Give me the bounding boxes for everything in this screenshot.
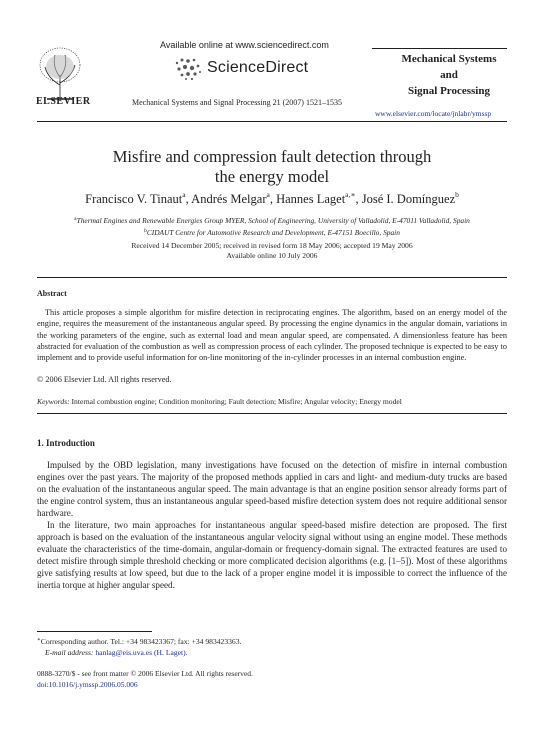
publisher-name: ELSEVIER [36,96,91,107]
email-link[interactable]: hanlag@eis.uva.es (H. Laget). [95,648,188,657]
footnote-rule [37,631,152,632]
section-heading-introduction: 1. Introduction [37,438,95,448]
received-dates: Received 14 December 2005; received in revised form 18 May 2006; accepted 19 May 2006 [131,241,413,250]
author-name: Hannes Laget [276,192,346,206]
sciencedirect-dots-icon [173,57,203,81]
reference-link[interactable]: 1–5 [391,556,406,566]
author-affiliation-mark: a [266,190,270,199]
author-affiliation-mark: a [182,190,186,199]
abstract-copyright: © 2006 Elsevier Ltd. All rights reserved. [37,375,172,384]
affiliations [37,214,507,238]
header-divider [37,121,507,122]
journal-title-line1: Mechanical Systems [401,53,497,65]
abstract-bottom-rule [37,413,507,414]
body-paragraph: Impulsed by the OBD legislation, many investigations have focused on the detection of misfire in internal combustion engines over the past years. The majority of the proposed methods applied in cars and light- and medium-duty trucks are based on the evaluation of the instantaneous angular speed. The main advantage is that an engine position sensor already forms part of the engine control system, thus an instantaneous angular speed-based misfire detection system does not require additional sensor hardware. [37,460,507,518]
corresponding-author-footnote [37,635,241,658]
journal-title-line3: Signal Processing [407,85,490,97]
abstract-text: This article proposes a simple algorithm for misfire detection in reciprocating engines. The algorithm, based on an energy model of the engine, requires the measurement of the instantaneous angular speed. By processing the engine dynamics in the angular domain, variations in the working parameters of the engine, such as external load and mean angular speed, are compensated. A dimensionless feature has been abstracted for evaluation of the combustion as well as compression process of each cylinder. The proposed technique is expected to be easy to implement and to provide useful information for on-line monitoring of the in-cylinder processes in an internal combustion engine. [37,308,507,362]
footnote-contact: Corresponding author. Tel.: +34 983423367; fax: +34 983423363. [40,637,242,646]
doi-link[interactable]: doi:10.1016/j.ymssp.2006.05.006 [37,680,138,689]
article-title [37,147,507,187]
footnote-mark: ∗ [37,637,41,643]
page-footer [37,668,253,690]
email-label: E-mail address: [45,648,94,657]
author-list: Francisco V. Tinaut$^a$, Andrés Melgar$^a$, Hannes Laget$^{a,∗}$, José I. Domínguez$^b$ [85,190,459,206]
author-name: Francisco V. Tinaut [85,192,183,206]
available-online-text[interactable]: Available online at www.sciencedirect.com [160,40,329,50]
body-paragraph: In the literature, two main approaches for instantaneous angular speed-based misfire detection are proposed. The first approach is based on the evaluation of the instantaneous angular velocity signal without using an engine model. These methods evaluate the characteristics of the time-domain, angular-domain or frequency-domain signal. The extracted features are used to detect misfire through simple threshold checking or more complicated decision algorithms (e.g. [1–5]). Most of these algorithms give satisfying results at low speed, but due to the lack of a proper engine model it is impossible to correct the influence of the inertia torque at higher angular speed. [37,520,508,590]
introduction-body [37,459,507,591]
author-affiliation-mark[interactable]: a,∗ [345,190,356,199]
article-history [37,241,507,261]
author-name: José I. Domínguez [361,192,456,206]
issn-line: 0888-3270/$ - see front matter © 2006 Elsevier Ltd. All rights reserved. [37,669,253,678]
journal-title-line2: and [440,69,458,81]
sciencedirect-brand: ScienceDirect [207,59,309,76]
keywords [37,397,507,406]
journal-citation: Mechanical Systems and Signal Processing 21 (2007) 1521–1535 [132,98,342,107]
available-online-date: Available online 10 July 2006 [226,251,318,260]
author-affiliation-mark: b [455,190,459,199]
journal-box-rule [372,48,507,49]
affiliation-b: $^b$CIDAUT Centre for Automotive Research and Development, E-47151 Boecillo, Spain [144,228,400,237]
author-name: Andrés Melgar [191,192,267,206]
article-title-line1: Misfire and compression fault detection through [112,147,432,166]
abstract-heading: Abstract [37,289,67,298]
article-title-line2: the energy model [214,167,330,186]
abstract-top-rule [37,277,507,278]
journal-url-link[interactable]: www.elsevier.com/locate/jnlabr/ymssp [375,109,492,118]
keywords-list: Internal combustion engine; Condition monitoring; Fault detection; Misfire; Angular velocity; Energy model [71,397,402,406]
journal-title-box [392,51,506,99]
keywords-label: Keywords: [37,397,70,406]
affiliation-a: $^a$Thermal Engines and Renewable Energies Group MYER, School of Engineering, University of Valladolid, E-47011 Valladolid, Spain [74,216,470,225]
